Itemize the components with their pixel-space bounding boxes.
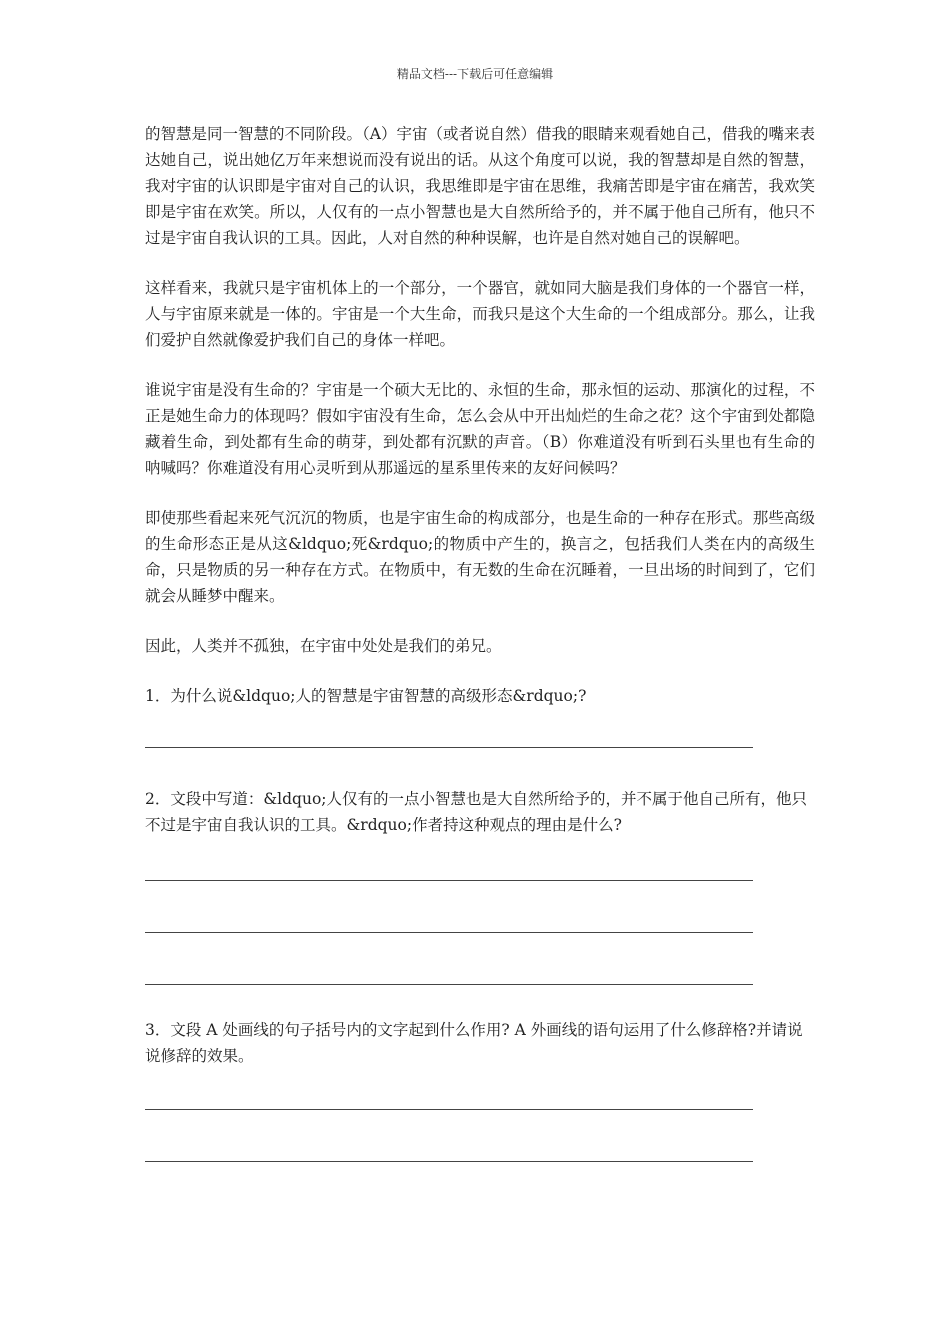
document-body: [145, 121, 815, 1162]
question-1: 1．为什么说&ldquo;人的智慧是宇宙智慧的高级形态&rdquo;?: [145, 687, 587, 705]
paragraph-2: 这样看来，我就只是宇宙机体上的一个部分，一个器官，就如同大脑是我们身体的一个器官一样，人与宇宙原来就是一体的。宇宙是一个大生命，而我只是这个大生命的一个组成部分。那么，让我们爱护自然就像爱护我们自己的身体一样吧。: [145, 279, 815, 349]
question-3: 3．文段 A 处画线的句子括号内的文字起到什么作用? A 外画线的语句运用了什么修辞格?并请说说修辞的效果。: [145, 1021, 803, 1065]
page-header: 精品文档---下载后可任意编辑: [396, 67, 554, 81]
paragraph-4: 即使那些看起来死气沉沉的物质，也是宇宙生命的构成部分，也是生命的一种存在形式。那些高级的生命形态正是从这&ldquo;死&rdquo;的物质中产生的，换言之，包括我们人类在内的高级生命，只是物质的另一种存在方式。在物质中，有无数的生命在沉睡着，一旦出场的时间到了，它们就会从睡梦中醒来。: [145, 509, 815, 605]
question-2: 2．文段中写道：&ldquo;人仅有的一点小智慧也是大自然所给予的，并不属于他自己所有，他只不过是宇宙自我认识的工具。&rdquo;作者持这种观点的理由是什么?: [145, 790, 807, 834]
paragraph-5: 因此，人类并不孤独，在宇宙中处处是我们的弟兄。: [145, 637, 502, 655]
paragraph-3: 谁说宇宙是没有生命的？宇宙是一个硕大无比的、永恒的生命，那永恒的运动、那演化的过程，不正是她生命力的体现吗？假如宇宙没有生命，怎么会从中开出灿烂的生命之花？这个宇宙到处都隐藏着生命，到处都有生命的萌芽，到处都有沉默的声音。（B）你难道没有听到石头里也有生命的呐喊吗？你难道没有用心灵听到从那遥远的星系里传来的友好问候吗？: [145, 381, 815, 477]
paragraph-1: 的智慧是同一智慧的不同阶段。（A）宇宙（或者说自然）借我的眼睛来观看她自己，借我的嘴来表达她自己，说出她亿万年来想说而没有说出的话。从这个角度可以说，我的智慧却是自然的智慧，我对宇宙的认识即是宇宙对自己的认识，我思维即是宇宙在思维，我痛苦即是宇宙在痛苦，我欢笑即是宇宙在欢笑。所以，人仅有的一点小智慧也是大自然所给予的，并不属于他自己所有，他只不过是宇宙自我认识的工具。因此，人对自然的种种误解，也许是自然对她自己的误解吧。: [145, 125, 815, 247]
answer-line: [145, 1161, 753, 1162]
